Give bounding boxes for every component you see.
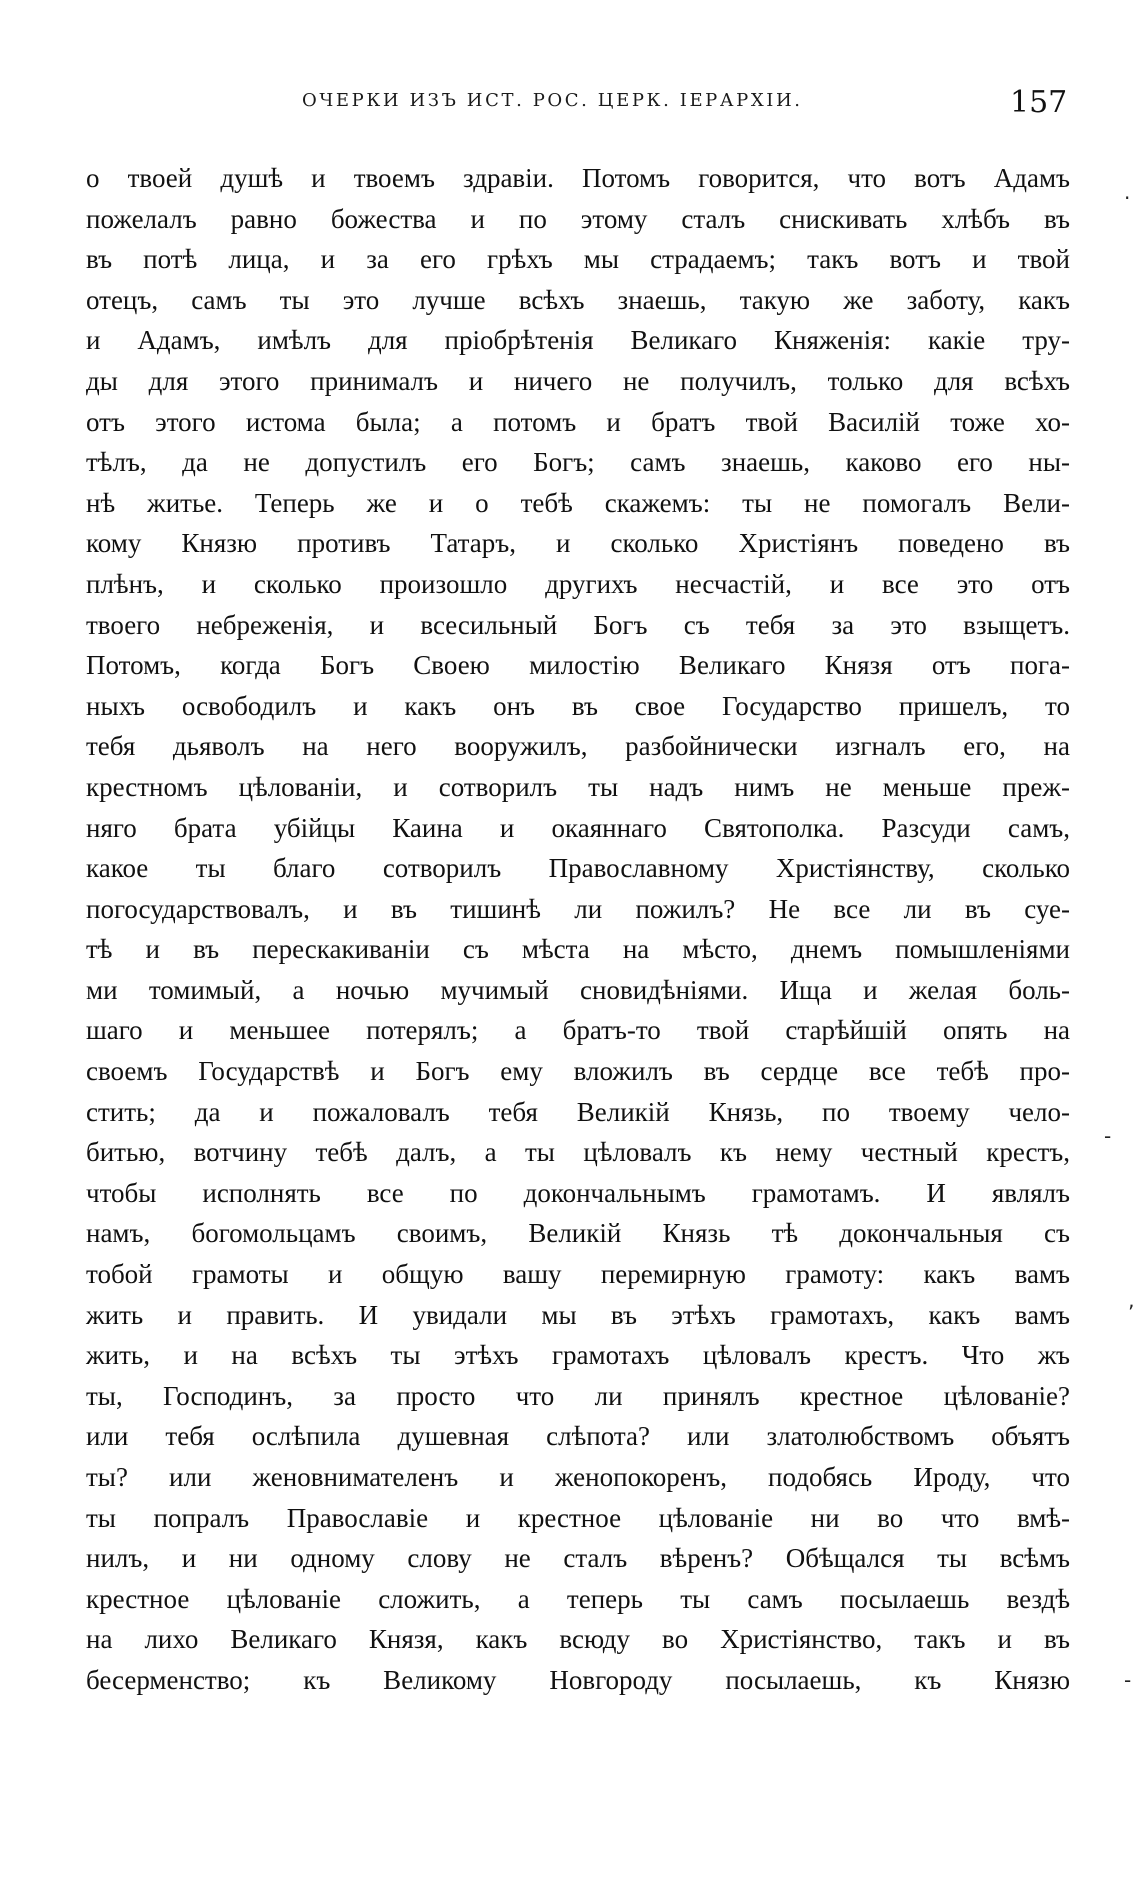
text-line: битью, вотчину тебѣ далъ, а ты цѣловалъ къ нему честный крестъ, — [86, 1137, 1070, 1168]
text-line: ты попралъ Православіе и крестное цѣлованіе ни во что вмѣ- — [86, 1502, 1070, 1533]
text-line: и Адамъ, имѣлъ для пріобрѣтенія Великаго Княженія: какіе тру- — [86, 325, 1070, 356]
text-line: какое ты благо сотворилъ Православному Христіянству, сколько — [86, 853, 1070, 884]
text-line: нилъ, и ни одному слову не сталъ вѣренъ? Обѣщался ты всѣмъ — [86, 1543, 1070, 1574]
text-line: кому Князю противъ Татаръ, и сколько Христіянъ поведено въ — [86, 528, 1070, 559]
text-line: жить, и на всѣхъ ты этѣхъ грамотахъ цѣловалъ крестъ. Что жъ — [86, 1340, 1070, 1371]
text-line: въ потѣ лица, и за его грѣхъ мы страдаемъ; такъ вотъ и твой — [86, 244, 1070, 275]
text-line: отецъ, самъ ты это лучше всѣхъ знаешь, такую же заботу, какъ — [86, 284, 1070, 315]
body-text — [86, 158, 1070, 1701]
text-line: тѣлъ, да не допустилъ его Богъ; самъ знаешь, каково его ны- — [86, 447, 1070, 478]
text-line: на лихо Великаго Князя, какъ всюду во Христіянство, такъ и въ — [86, 1624, 1070, 1655]
text-line: ты? или женовнимателенъ и женопокоренъ, подобясь Ироду, что — [86, 1462, 1070, 1492]
text-line: чтобы исполнять все по докончальнымъ грамотамъ. И являлъ — [86, 1177, 1070, 1208]
text-line: плѣнъ, и сколько произошло другихъ несчастій, и все это отъ — [86, 568, 1070, 599]
text-line: жить и править. И увидали мы въ этѣхъ грамотахъ, какъ вамъ — [86, 1299, 1070, 1330]
text-line: крестномъ цѣлованіи, и сотворилъ ты надъ нимъ не меньше преж- — [86, 771, 1070, 802]
text-line: о твоей душѣ и твоемъ здравіи. Потомъ говорится, что вотъ Адамъ — [86, 163, 1070, 193]
text-line: намъ, богомольцамъ своимъ, Великій Князь тѣ докончальныя съ — [86, 1218, 1070, 1249]
text-line: пожелалъ равно божества и по этому сталъ снискивать хлѣбъ въ — [86, 203, 1070, 234]
text-line: тѣ и въ перескакиваніи съ мѣста на мѣсто, днемъ помышленіями — [86, 934, 1070, 965]
text-line: ми томимый, а ночью мучимый сновидѣніями. Ища и желая боль- — [86, 974, 1070, 1005]
text-line: шаго и меньшее потерялъ; а братъ-то твой старѣйшій опять на — [86, 1015, 1070, 1046]
text-line: крестное цѣлованіе сложить, а теперь ты самъ посылаешь вездѣ — [86, 1583, 1070, 1614]
text-line: или тебя ослѣпила душевная слѣпота? или златолюбствомъ объятъ — [86, 1421, 1070, 1452]
text-line: стить; да и пожаловалъ тебя Великій Князь, по твоему чело- — [86, 1096, 1070, 1127]
margin-mark: - — [1124, 1668, 1132, 1692]
text-line: ты, Господинъ, за просто что ли принялъ крестное цѣлованіе? — [86, 1380, 1070, 1411]
margin-mark: . — [1124, 180, 1131, 204]
text-line: няго брата убійцы Каина и окаяннаго Святополка. Разсуди самъ, — [86, 812, 1070, 843]
text-line: Потомъ, когда Богъ Своею милостію Великаго Князя отъ пога- — [86, 650, 1070, 681]
text-line: бесерменство; къ Великому Новгороду посылаешь, къ Князю — [86, 1664, 1070, 1695]
margin-mark: ‚ — [1128, 1288, 1135, 1312]
text-line: ныхъ освободилъ и какъ онъ въ свое Государство пришелъ, то — [86, 690, 1070, 721]
margin-mark: - — [1104, 1124, 1112, 1148]
page-number: 157 — [1010, 85, 1068, 120]
running-title: ОЧЕРКИ ИЗЪ ИСТ. РОС. ЦЕРК. ІЕРАРХІИ. — [302, 90, 803, 111]
text-line: отъ этого истома была; а потомъ и братъ твой Василій тоже хо- — [86, 406, 1070, 437]
text-line: погосударствовалъ, и въ тишинѣ ли пожилъ? Не все ли въ суе- — [86, 893, 1070, 924]
text-line: тобой грамоты и общую вашу перемирную грамоту: какъ вамъ — [86, 1259, 1070, 1290]
text-line: своемъ Государствѣ и Богъ ему вложилъ въ сердце все тебѣ про- — [86, 1056, 1070, 1087]
text-line: ды для этого принималъ и ничего не получилъ, только для всѣхъ — [86, 365, 1070, 396]
text-line: твоего небреженія, и всесильный Богъ съ тебя за это взыщетъ. — [86, 609, 1070, 640]
text-line: нѣ житье. Теперь же и о тебѣ скажемъ: ты не помогалъ Вели- — [86, 487, 1070, 518]
text-line: тебя дьяволъ на него вооружилъ, разбойнически изгналъ его, на — [86, 731, 1070, 762]
